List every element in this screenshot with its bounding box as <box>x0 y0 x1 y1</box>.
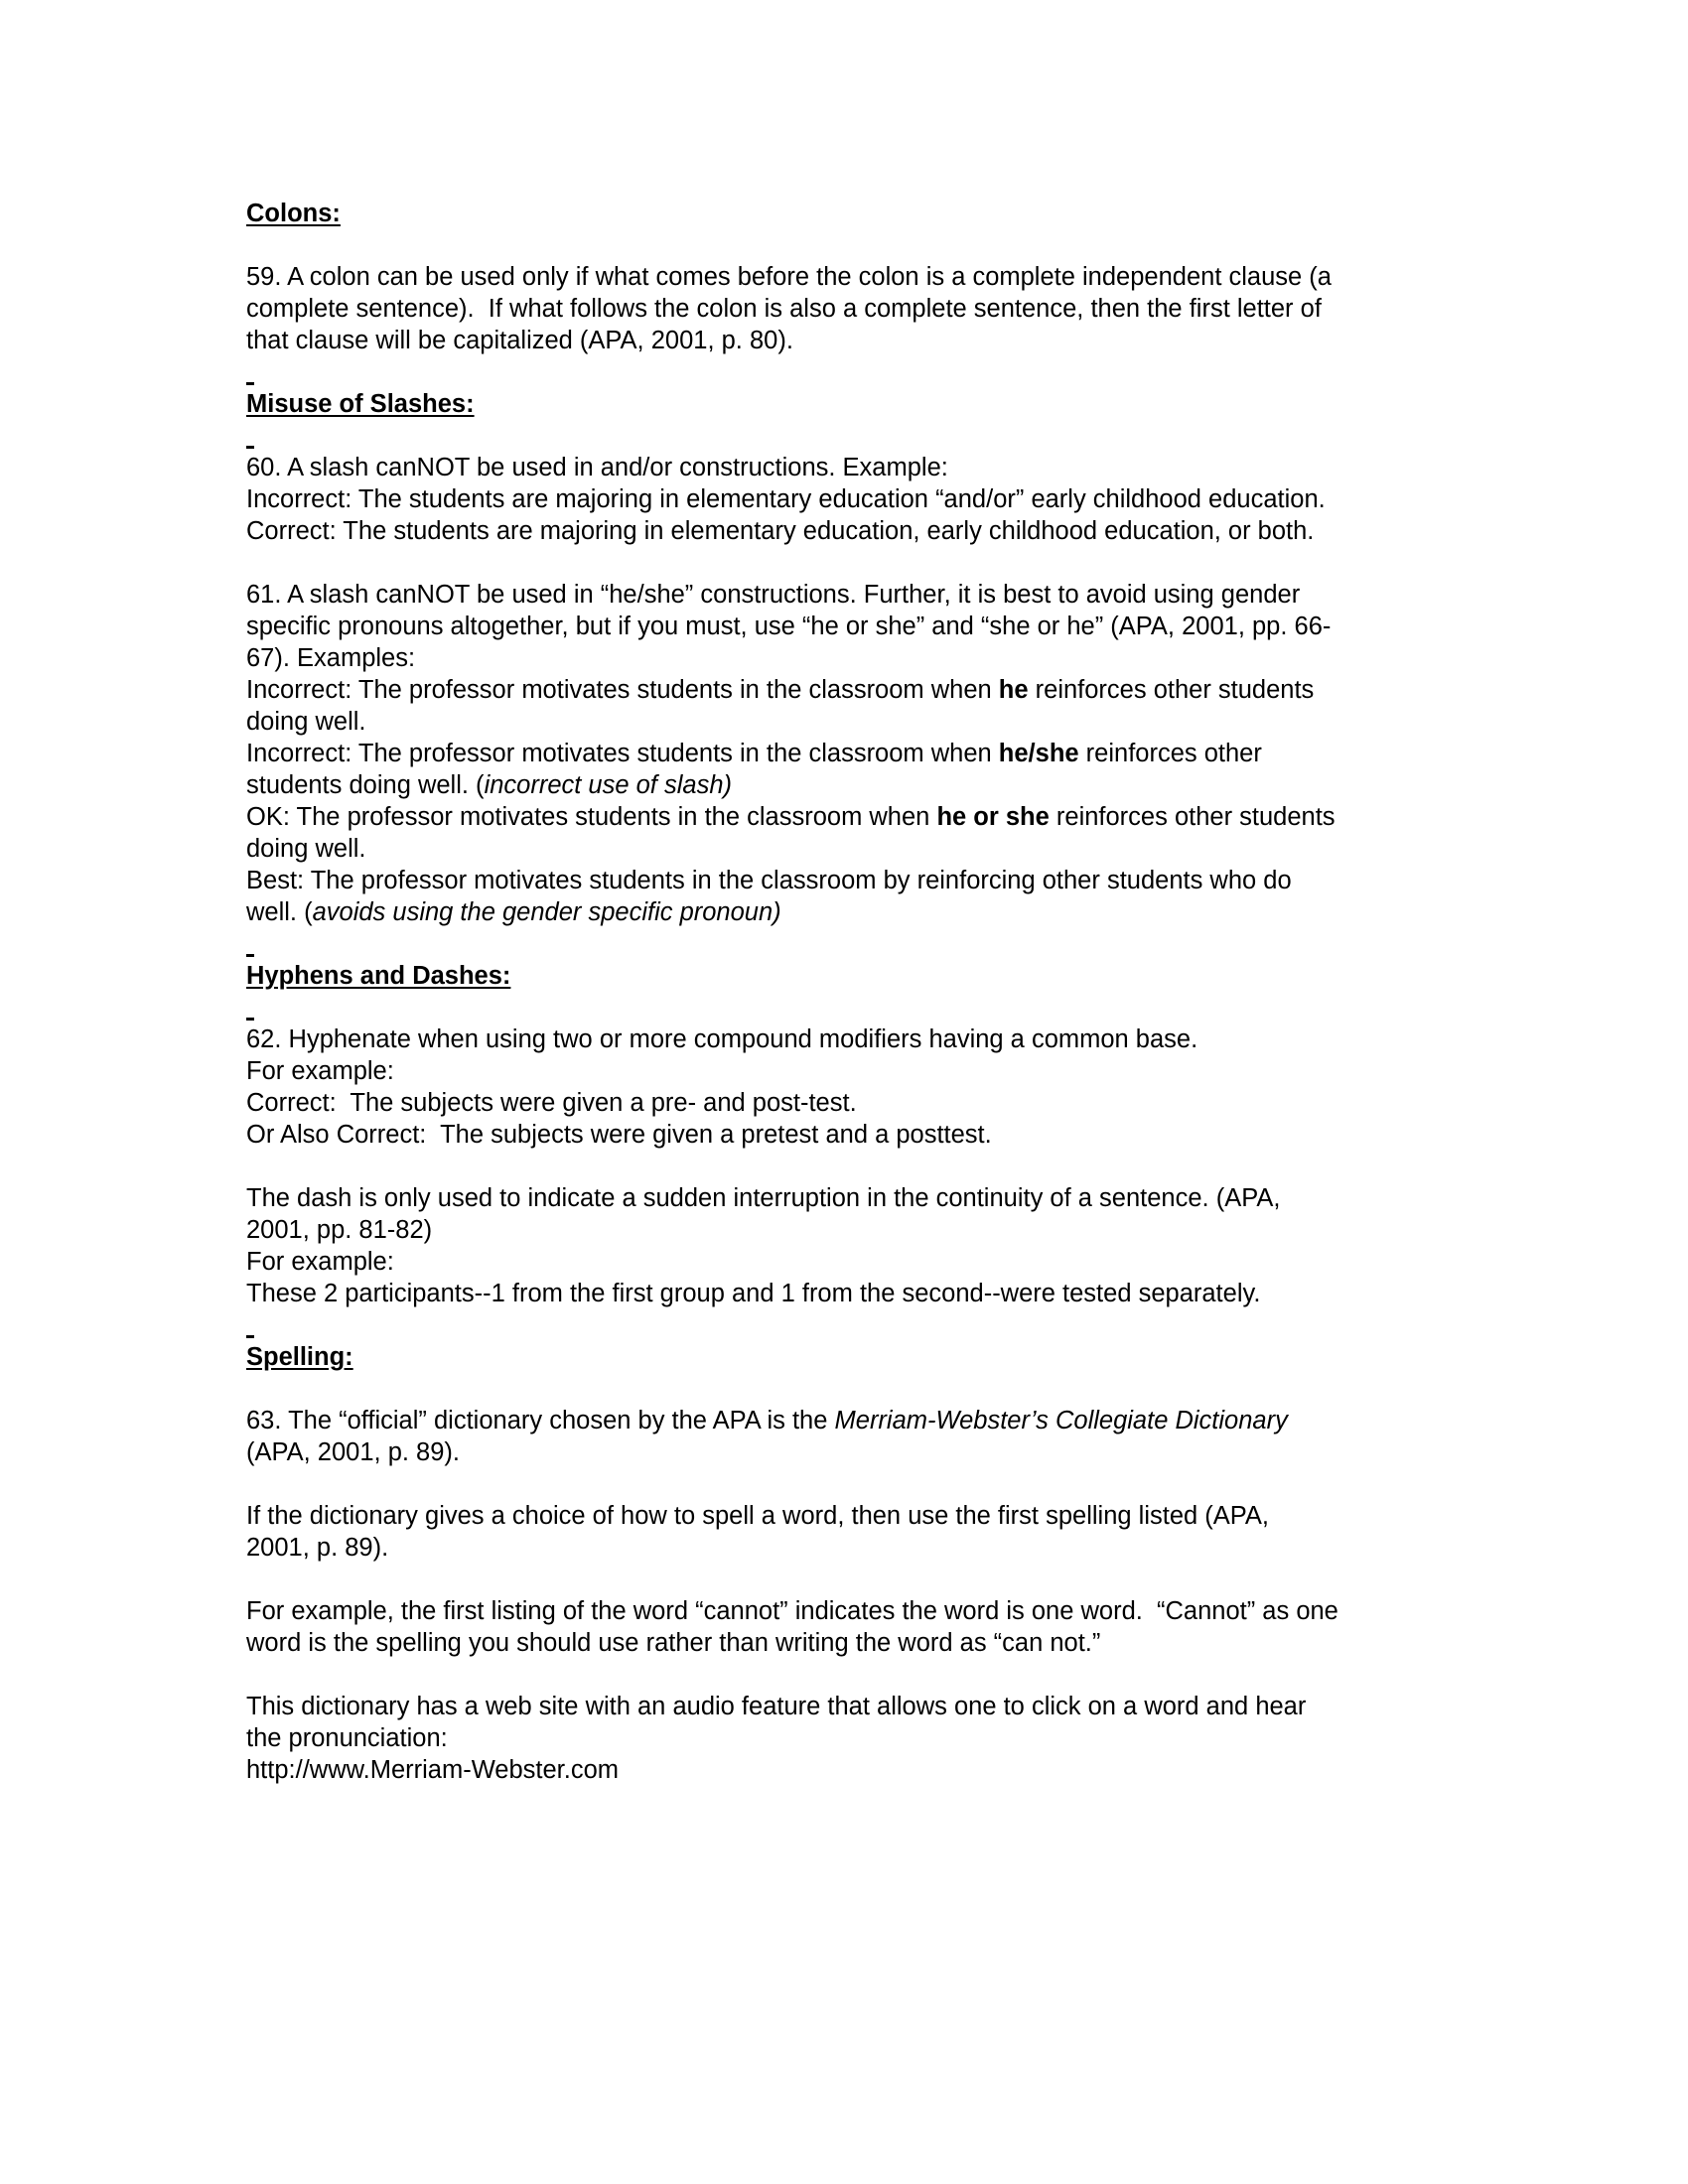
paragraph-spelling-choice: If the dictionary gives a choice of how to spell a word, then use the first spelling listed (APA, 2001, p. 89). <box>246 1502 1269 1562</box>
example-incorrect-he-she: Incorrect: The professor motivates students in the classroom when he/she reinforces other <box>246 740 1262 767</box>
stray-mark <box>246 1335 254 1338</box>
heading-colons: Colons: <box>246 200 341 227</box>
document-page <box>246 198 1448 1786</box>
dictionary-title: Merriam-Webster’s Collegiate Dictionary <box>834 1407 1288 1434</box>
heading-hyphens-and-dashes: Hyphens and Dashes: <box>246 962 511 990</box>
paragraph-61: 61. A slash canNOT be used in “he/she” constructions. Further, it is best to avoid using gender specific pronouns altogether, but if you must, use “he or she” and “she or he” (APA, 2001, pp. 66- 67). Examples: Incorrect: The professor motivates students in the classroom when he reinforces other students doing well. Incorrect: The professor motivates students in the classroom when he/she reinforces other students doing well. (incorrect use of slash) OK: The professor motivates students in the classroom when he or she reinforces other students doing well. Best: The professor motivates students in the classroom by reinforcing other students who do well. (avoids using the gender specific pronoun) <box>246 579 1448 928</box>
paragraph-62: 62. Hyphenate when using two or more compound modifiers having a common base. For example: Correct: The subjects were given a pre- and post-test. Or Also Correct: The subjects were given a pretest and a posttest. <box>246 1025 1198 1149</box>
paragraph-60: 60. A slash canNOT be used in and/or constructions. Example: Incorrect: The students are majoring in elementary education “and/or” early childhood education. Correct: The students are majoring in elementary education, early childhood education, or both. <box>246 454 1326 545</box>
example-ok-he-or-she: OK: The professor motivates students in the classroom when he or she reinforces other students <box>246 803 1336 831</box>
paragraph-web-site: This dictionary has a web site with an audio feature that allows one to click on a word and hear the pronunciation: http://www.Merriam-Webster.com <box>246 1691 1448 1786</box>
stray-mark <box>246 446 254 449</box>
paragraph-59: 59. A colon can be used only if what comes before the colon is a complete independent clause (a complete sentence). If what follows the colon is also a complete sentence, then the first letter of that clause will be capitalized (APA, 2001, p. 80). <box>246 263 1332 354</box>
merriam-webster-url: http://www.Merriam-Webster.com <box>246 1756 620 1784</box>
paragraph-63: 63. The “official” dictionary chosen by the APA is the Merriam-Webster’s Collegiate Dictionary (APA, 2001, p. 89). <box>246 1407 1288 1466</box>
example-best: Best: The professor motivates students in the classroom by reinforcing other students who do <box>246 867 1292 894</box>
example-incorrect-he: Incorrect: The professor motivates students in the classroom when he reinforces other students <box>246 676 1315 704</box>
heading-spelling: Spelling: <box>246 1343 353 1371</box>
paragraph-dash: The dash is only used to indicate a sudden interruption in the continuity of a sentence. (APA, 2001, pp. 81-82) For example: These 2 participants--1 from the first group and 1 from the second--were tested separately. <box>246 1184 1281 1307</box>
stray-mark <box>246 954 254 957</box>
heading-misuse-of-slashes: Misuse of Slashes: <box>246 390 475 418</box>
stray-mark <box>246 382 254 385</box>
stray-mark <box>246 1018 254 1021</box>
paragraph-cannot-example: For example, the first listing of the word “cannot” indicates the word is one word. “Cannot” as one word is the spelling you should use rather than writing the word as “can not.” <box>246 1597 1338 1657</box>
